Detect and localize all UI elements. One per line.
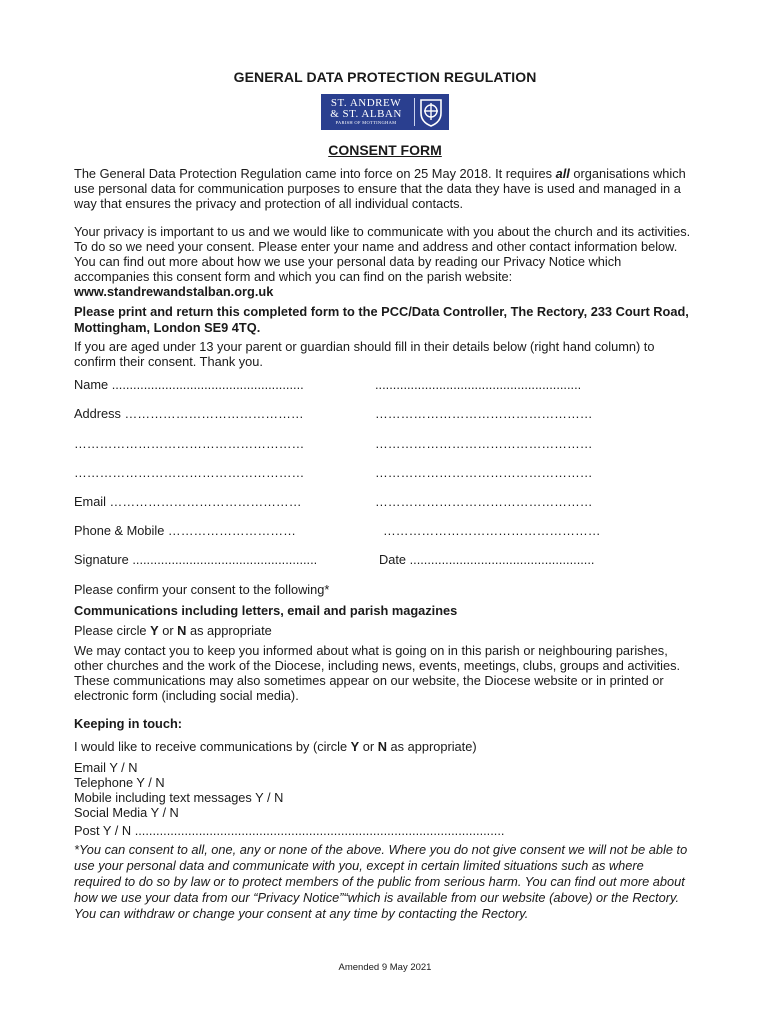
amended-date: Amended 9 May 2021 [338, 962, 432, 973]
diocese-seal-icon [415, 94, 447, 130]
form-subtitle: CONSENT FORM [328, 142, 442, 158]
phone-row [74, 523, 634, 538]
guardian-phone-field[interactable]: …………………………………………… [383, 523, 601, 538]
intro-emphasis: all [555, 166, 570, 181]
option-post[interactable]: Post Y / N ........................................................................................................ [74, 823, 505, 838]
return-notice: Please print and return this completed form to the PCC/Data Controller, The Rectory, 233 Court Road, Mottingham, London SE9 4TQ. [74, 304, 689, 335]
guardian-address-field[interactable]: …………………………………………… [375, 406, 593, 421]
receive-prompt [74, 739, 694, 754]
receive-prompt-y: Y [350, 739, 360, 754]
receive-prompt-n: N [377, 739, 387, 754]
address-row-3 [74, 465, 634, 480]
name-field[interactable]: Name ...................................................... [74, 377, 304, 392]
name-row [74, 377, 634, 392]
parish-website-link[interactable]: www.standrewandstalban.org.uk [74, 284, 274, 299]
option-telephone[interactable]: Telephone Y / N [74, 775, 165, 790]
signature-field[interactable]: Signature .................................................... [74, 552, 318, 567]
phone-field[interactable]: Phone & Mobile ………………………… [74, 523, 296, 538]
circle-prompt-y: Y [150, 623, 159, 638]
contact-options [74, 760, 694, 820]
address-field-line-3[interactable]: ……………………………………………… [74, 465, 305, 480]
address-row-2 [74, 436, 634, 451]
guardian-address-field-line-3[interactable]: …………………………………………… [375, 465, 593, 480]
consent-intro: Please confirm your consent to the following* [74, 582, 330, 597]
receive-prompt-b: or [359, 739, 378, 754]
under-13-notice: If you are aged under 13 your parent or guardian should fill in their details below (right hand column) to confirm their consent. Thank you. [74, 339, 655, 369]
intro-text-b: organisations which use personal data for communication purposes to ensure that the data they have is used and managed in a way that ensures the privacy and protection of all individual contacts. [74, 166, 686, 211]
option-social-media[interactable]: Social Media Y / N [74, 805, 179, 820]
guardian-name-field[interactable]: .......................................................... [375, 377, 582, 392]
circle-prompt [74, 623, 694, 638]
address-field-line-2[interactable]: ……………………………………………… [74, 436, 305, 451]
logo-line-3: PARISH OF MOTTINGHAM [335, 120, 397, 126]
date-field[interactable]: Date .................................................... [379, 552, 595, 567]
communications-heading: Communications including letters, email and parish magazines [74, 603, 458, 618]
logo-line-1: ST. ANDREW [330, 97, 402, 110]
circle-prompt-c: as appropriate [186, 623, 272, 638]
intro-paragraph-1 [74, 166, 694, 211]
circle-prompt-n: N [177, 623, 187, 638]
receive-prompt-c: as appropriate) [386, 739, 477, 754]
logo-line-2: & ST. ALBAN [330, 108, 402, 121]
circle-prompt-a: Please circle [74, 623, 151, 638]
parish-logo [321, 94, 449, 130]
logo-text [321, 98, 411, 126]
privacy-text: Your privacy is important to us and we would like to communicate with you about the church and its activities. To do so we need your consent. Please enter your name and address and other contact information below. You can find out more about how we use your personal data by reading our Privacy Notice which accompanies this consent form and which you can find on the parish website: [74, 224, 691, 284]
consent-disclaimer: *You can consent to all, one, any or none of the above. Where you do not give consent we will not be able to use your personal data and communicate with you, except in certain limited situations such as where required to do so by law or to protect members of the public from serious harm. You can find out more about how we use your data from our “Privacy Notice”“which is available from our website (above) or the Rectory. You can withdraw or change your consent at any time by contacting the Rectory. [74, 842, 688, 921]
receive-prompt-a: I would like to receive communications by (circle [74, 739, 351, 754]
document-title: GENERAL DATA PROTECTION REGULATION [233, 69, 537, 85]
intro-paragraph-2 [74, 224, 694, 299]
address-field[interactable]: Address …………………………………… [74, 406, 304, 421]
keeping-in-touch-heading: Keeping in touch: [74, 716, 183, 731]
signature-row [74, 552, 634, 567]
communications-body: We may contact you to keep you informed about what is going on in this parish or neighbouring parishes, other churches and the work of the Diocese, including news, events, meetings, clubs, groups and activities. These communications may also sometimes appear on our website, the Diocese website or in printed or electronic form (including social media). [74, 643, 681, 703]
circle-prompt-b: or [158, 623, 178, 638]
option-mobile[interactable]: Mobile including text messages Y / N [74, 790, 284, 805]
option-email[interactable]: Email Y / N [74, 760, 138, 775]
email-row [74, 494, 634, 509]
guardian-email-field[interactable]: …………………………………………… [375, 494, 593, 509]
email-field[interactable]: Email ……………………………………… [74, 494, 302, 509]
address-row [74, 406, 634, 421]
intro-text-a: The General Data Protection Regulation came into force on 25 May 2018. It requires [74, 166, 556, 181]
guardian-address-field-line-2[interactable]: …………………………………………… [375, 436, 593, 451]
